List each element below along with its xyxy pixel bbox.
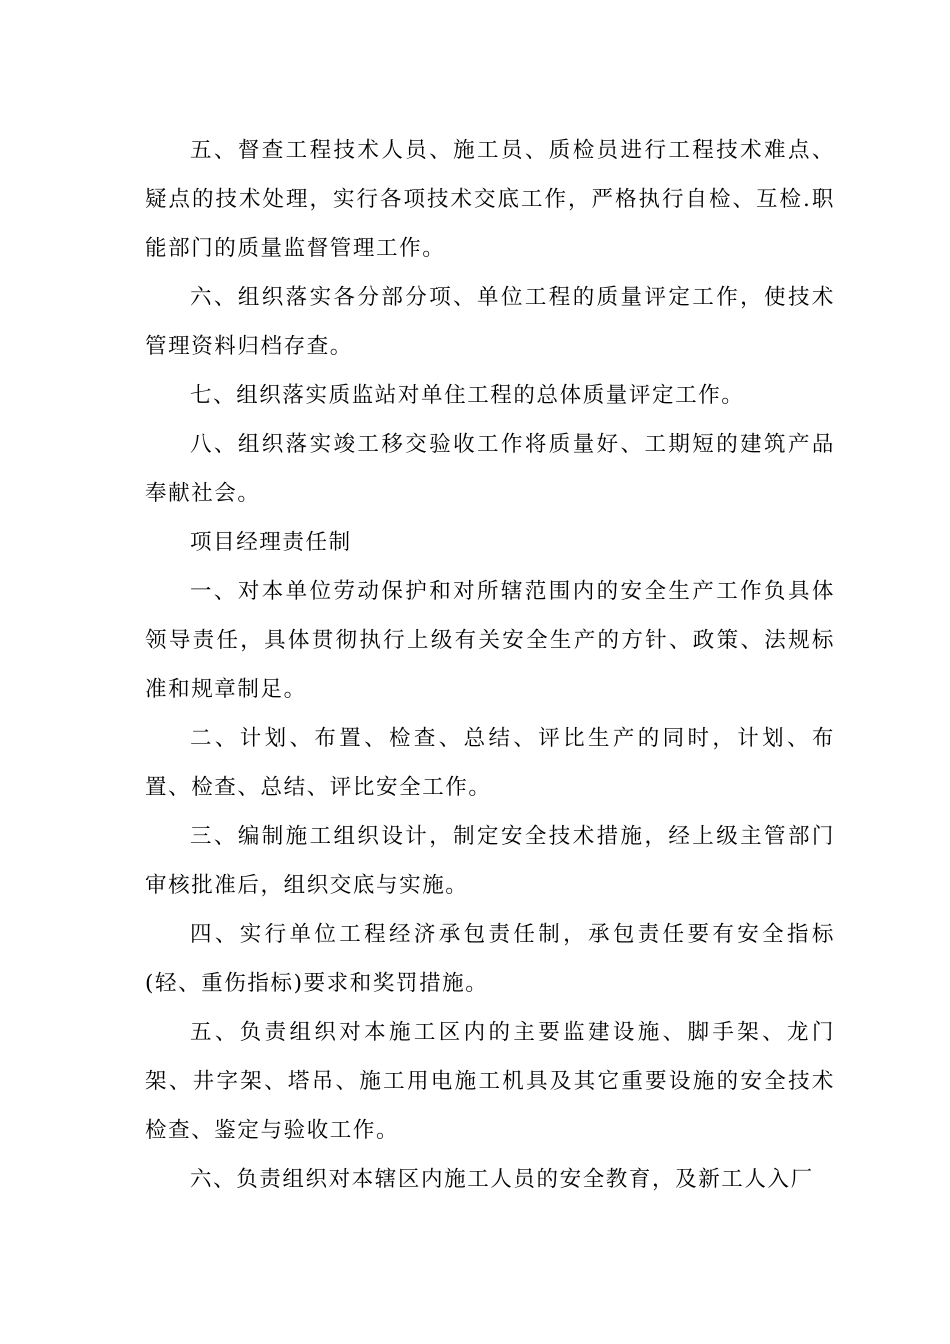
paragraph-item-5-inspect-tech: 五、督查工程技术人员、施工员、质检员进行工程技术难点、疑点的技术处理，实行各项技术交底工作，严格执行自检、互检.职能部门的质量监督管理工作。 (145, 138, 835, 261)
paragraph-item-2-planning: 二、计划、布置、检查、总结、评比生产的同时，计划、布置、检查、总结、评比安全工作。 (145, 726, 835, 800)
paragraph-item-3-construction-design: 三、编制施工组织设计，制定安全技术措施，经上级主管部门审核批准后，组织交底与实施。 (145, 824, 835, 898)
paragraph-item-1-labor-protection: 一、对本单位劳动保护和对所辖范围内的安全生产工作负具体领导责任，具体贯彻执行上级有关安全生产的方针、政策、法规标准和规章制足。 (145, 579, 835, 702)
paragraph-item-8-acceptance: 八、组织落实竣工移交验收工作将质量好、工期短的建筑产品奉献社会。 (145, 432, 835, 506)
paragraph-item-4-contract: 四、实行单位工程经济承包责任制，承包责任要有安全指标(轻、重伤指标)要求和奖罚措施。 (145, 922, 835, 996)
section-heading-project-manager: 项目经理责任制 (190, 530, 352, 555)
paragraph-item-6-quality-assessment: 六、组织落实各分部分项、单位工程的质量评定工作，使技术管理资料归档存查。 (145, 285, 835, 359)
paragraph-item-7-overall-quality: 七、组织落实质监站对单住工程的总体质量评定工作。 (190, 383, 745, 408)
paragraph-item-6-safety-education: 六、负责组织对本辖区内施工人员的安全教育，及新工人入厂 (190, 1167, 814, 1192)
document-body (145, 126, 835, 1204)
paragraph-item-5-facility-inspection: 五、负责组织对本施工区内的主要监建设施、脚手架、龙门架、井字架、塔吊、施工用电施工机具及其它重要设施的安全技术检查、鉴定与验收工作。 (145, 1020, 835, 1143)
